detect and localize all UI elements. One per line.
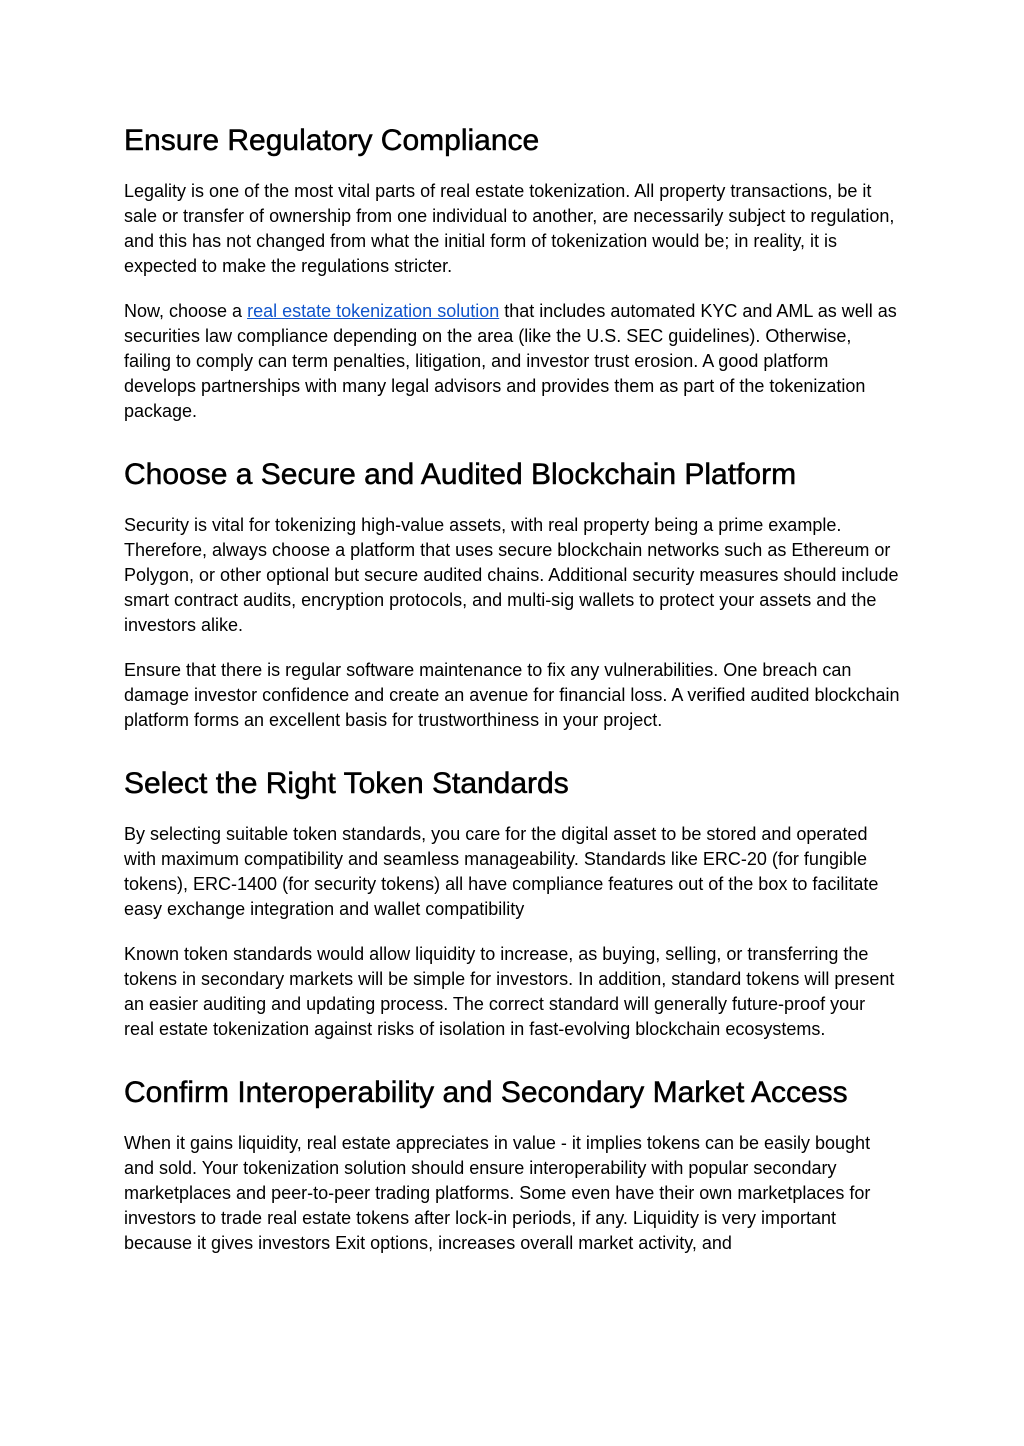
section-secure-blockchain [124, 455, 900, 733]
section-heading: Confirm Interoperability and Secondary Market Access [124, 1076, 848, 1109]
real-estate-tokenization-solution-link[interactable]: real estate tokenization solution [247, 301, 500, 321]
paragraph: Legality is one of the most vital parts of real estate tokenization. All property transactions, be it sale or transfer of ownership from one individual to another, are necessarily subject to regulation, and this has not changed from what the initial form of tokenization would be; in reality, it is expected to make the regulations stricter. [124, 181, 895, 276]
paragraph [124, 299, 900, 424]
paragraph: By selecting suitable token standards, you care for the digital asset to be stored and operated with maximum compatibility and seamless manageability. Standards like ERC-20 (for fungible tokens), ERC-1400 (for security tokens) all have compliance features out of the box to facilitate easy exchange integration and wallet compatibility [124, 824, 879, 919]
section-heading: Select the Right Token Standards [124, 767, 569, 800]
document-page [124, 121, 900, 1256]
paragraph: Known token standards would allow liquidity to increase, as buying, selling, or transferring the tokens in secondary markets will be simple for investors. In addition, standard tokens will present an easier auditing and updating process. The correct standard will generally future-proof your real estate tokenization against risks of isolation in fast-evolving blockchain ecosystems. [124, 944, 895, 1039]
paragraph-text: that includes automated KYC and AML as well as securities law compliance depending on the area (like the U.S. SEC guidelines). Otherwise, failing to comply can term penalties, litigation, and investor trust erosion. A good platform develops partnerships with many legal advisors and provides them as part of the tokenization package. [124, 301, 897, 421]
section-regulatory-compliance [124, 121, 900, 424]
paragraph: Ensure that there is regular software maintenance to fix any vulnerabilities. One breach can damage investor confidence and create an avenue for financial loss. A verified audited blockchain platform forms an excellent basis for trustworthiness in your project. [124, 660, 900, 730]
paragraph: Security is vital for tokenizing high-value assets, with real property being a prime example. Therefore, always choose a platform that uses secure blockchain networks such as Ethereum or Polygon, or other optional but secure audited chains. Additional security measures should include smart contract audits, encryption protocols, and multi-sig wallets to protect your assets and the investors alike. [124, 515, 899, 635]
section-token-standards [124, 764, 900, 1042]
section-interoperability [124, 1073, 900, 1256]
section-heading: Ensure Regulatory Compliance [124, 124, 540, 157]
paragraph-text: Now, choose a [124, 301, 248, 321]
paragraph: When it gains liquidity, real estate appreciates in value - it implies tokens can be easily bought and sold. Your tokenization solution should ensure interoperability with popular secondary marketplaces and peer-to-peer trading platforms. Some even have their own marketplaces for investors to trade real estate tokens after lock-in periods, if any. Liquidity is very important because it gives investors Exit options, increases overall market activity, and [124, 1133, 871, 1253]
section-heading: Choose a Secure and Audited Blockchain Platform [124, 458, 797, 491]
